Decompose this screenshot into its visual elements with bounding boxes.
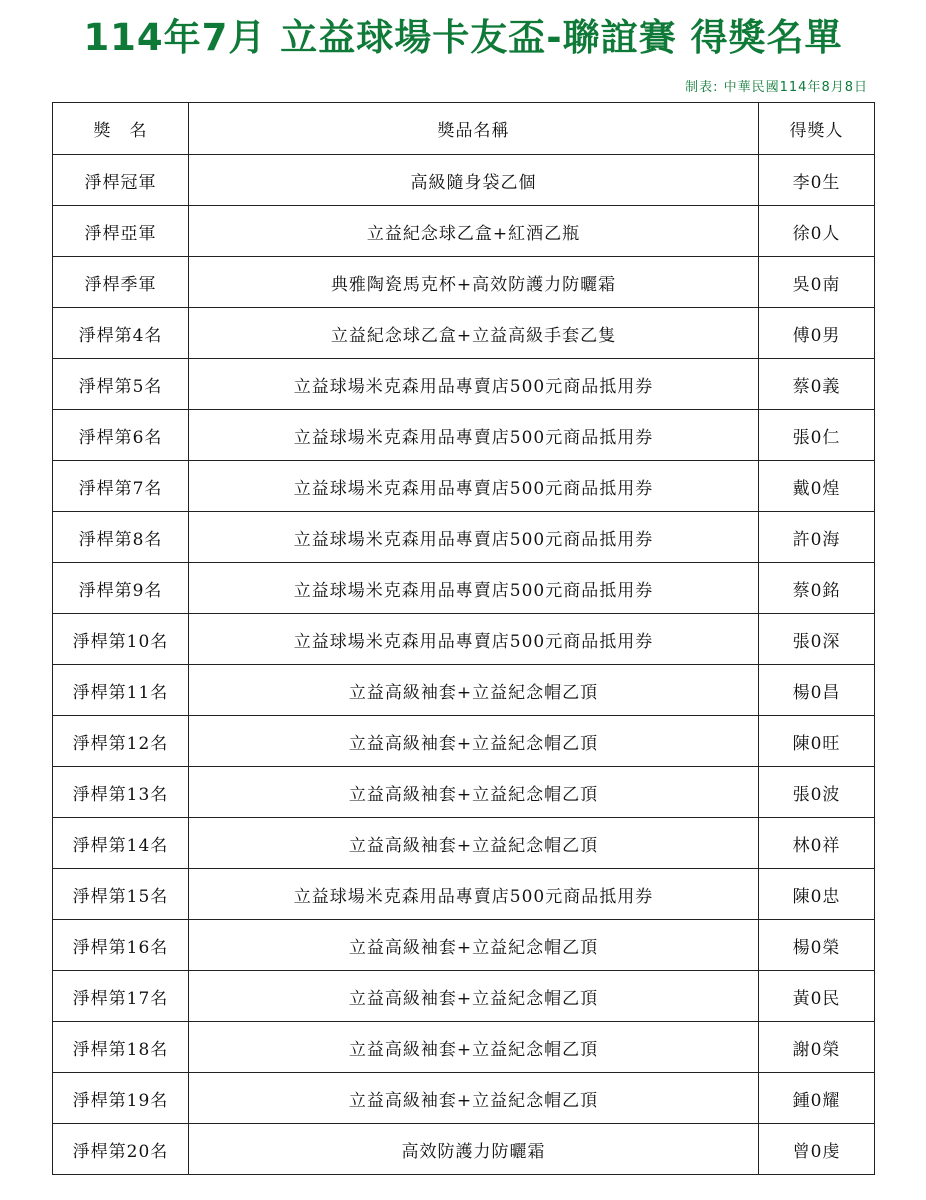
winner-cell: 林0祥	[759, 818, 875, 869]
winner-cell: 李0生	[759, 155, 875, 206]
winner-cell: 傅0男	[759, 308, 875, 359]
rank-cell: 淨桿第8名	[53, 512, 189, 563]
winner-cell: 陳0旺	[759, 716, 875, 767]
prize-cell: 立益球場米克森用品專賣店500元商品抵用券	[189, 614, 759, 665]
prize-cell: 立益球場米克森用品專賣店500元商品抵用券	[189, 359, 759, 410]
rank-cell: 淨桿第4名	[53, 308, 189, 359]
prize-cell: 立益高級袖套+立益紀念帽乙頂	[189, 1073, 759, 1124]
table-row	[53, 512, 875, 563]
rank-cell: 淨桿第13名	[53, 767, 189, 818]
table-row	[53, 1073, 875, 1124]
winner-cell: 許0海	[759, 512, 875, 563]
date-note: 制表: 中華民國114年8月8日	[685, 80, 868, 95]
rank-cell: 淨桿第12名	[53, 716, 189, 767]
table-row	[53, 971, 875, 1022]
prize-cell: 立益高級袖套+立益紀念帽乙頂	[189, 920, 759, 971]
table-row	[53, 1124, 875, 1175]
table-row	[53, 308, 875, 359]
rank-cell: 淨桿第17名	[53, 971, 189, 1022]
table-row	[53, 716, 875, 767]
winner-cell: 吳0南	[759, 257, 875, 308]
winner-cell: 楊0榮	[759, 920, 875, 971]
prize-cell: 立益高級袖套+立益紀念帽乙頂	[189, 1022, 759, 1073]
rank-cell: 淨桿第19名	[53, 1073, 189, 1124]
prize-cell: 立益球場米克森用品專賣店500元商品抵用券	[189, 563, 759, 614]
prize-cell: 立益高級袖套+立益紀念帽乙頂	[189, 818, 759, 869]
prize-cell: 立益高級袖套+立益紀念帽乙頂	[189, 665, 759, 716]
prize-cell: 高級隨身袋乙個	[189, 155, 759, 206]
rank-cell: 淨桿第16名	[53, 920, 189, 971]
table-row	[53, 920, 875, 971]
rank-cell: 淨桿第14名	[53, 818, 189, 869]
winner-cell: 曾0虔	[759, 1124, 875, 1175]
prize-cell: 典雅陶瓷馬克杯+高效防護力防曬霜	[189, 257, 759, 308]
table-row	[53, 767, 875, 818]
winner-cell: 謝0榮	[759, 1022, 875, 1073]
table-row	[53, 410, 875, 461]
rank-cell: 淨桿季軍	[53, 257, 189, 308]
rank-cell: 淨桿第15名	[53, 869, 189, 920]
prize-cell: 立益球場米克森用品專賣店500元商品抵用券	[189, 512, 759, 563]
rank-cell: 淨桿第18名	[53, 1022, 189, 1073]
winner-cell: 徐0人	[759, 206, 875, 257]
rank-cell: 淨桿第20名	[53, 1124, 189, 1175]
rank-cell: 淨桿第10名	[53, 614, 189, 665]
table-row	[53, 155, 875, 206]
table-row	[53, 869, 875, 920]
prize-cell: 立益球場米克森用品專賣店500元商品抵用券	[189, 410, 759, 461]
winner-cell: 張0深	[759, 614, 875, 665]
table-row	[53, 1022, 875, 1073]
table-row	[53, 818, 875, 869]
winner-cell: 黃0民	[759, 971, 875, 1022]
table-row	[53, 359, 875, 410]
header-rank: 獎 名	[53, 103, 189, 155]
winner-cell: 張0波	[759, 767, 875, 818]
prize-cell: 立益高級袖套+立益紀念帽乙頂	[189, 767, 759, 818]
table-row	[53, 665, 875, 716]
rank-cell: 淨桿第6名	[53, 410, 189, 461]
winner-cell: 陳0忠	[759, 869, 875, 920]
rank-cell: 淨桿第5名	[53, 359, 189, 410]
table-row	[53, 563, 875, 614]
table-row	[53, 461, 875, 512]
prize-cell: 立益球場米克森用品專賣店500元商品抵用券	[189, 869, 759, 920]
winner-cell: 鍾0耀	[759, 1073, 875, 1124]
winner-cell: 蔡0義	[759, 359, 875, 410]
table-row	[53, 614, 875, 665]
winner-cell: 戴0煌	[759, 461, 875, 512]
rank-cell: 淨桿亞軍	[53, 206, 189, 257]
winner-cell: 楊0昌	[759, 665, 875, 716]
table-body	[53, 155, 875, 1175]
page-title: 114年7月 立益球場卡友盃-聯誼賽 得獎名單	[83, 16, 843, 59]
rank-cell: 淨桿冠軍	[53, 155, 189, 206]
rank-cell: 淨桿第9名	[53, 563, 189, 614]
prize-cell: 立益高級袖套+立益紀念帽乙頂	[189, 716, 759, 767]
rank-cell: 淨桿第11名	[53, 665, 189, 716]
winner-cell: 蔡0銘	[759, 563, 875, 614]
rank-cell: 淨桿第7名	[53, 461, 189, 512]
prize-cell: 立益球場米克森用品專賣店500元商品抵用券	[189, 461, 759, 512]
prize-cell: 立益紀念球乙盒+紅酒乙瓶	[189, 206, 759, 257]
header-prize: 獎品名稱	[189, 103, 759, 155]
prize-cell: 立益紀念球乙盒+立益高級手套乙隻	[189, 308, 759, 359]
prize-cell: 立益高級袖套+立益紀念帽乙頂	[189, 971, 759, 1022]
header-winner: 得獎人	[759, 103, 875, 155]
table-row	[53, 206, 875, 257]
table-header-row	[53, 103, 875, 155]
winner-cell: 張0仁	[759, 410, 875, 461]
prize-cell: 高效防護力防曬霜	[189, 1124, 759, 1175]
awards-table	[52, 102, 875, 1175]
table-row	[53, 257, 875, 308]
